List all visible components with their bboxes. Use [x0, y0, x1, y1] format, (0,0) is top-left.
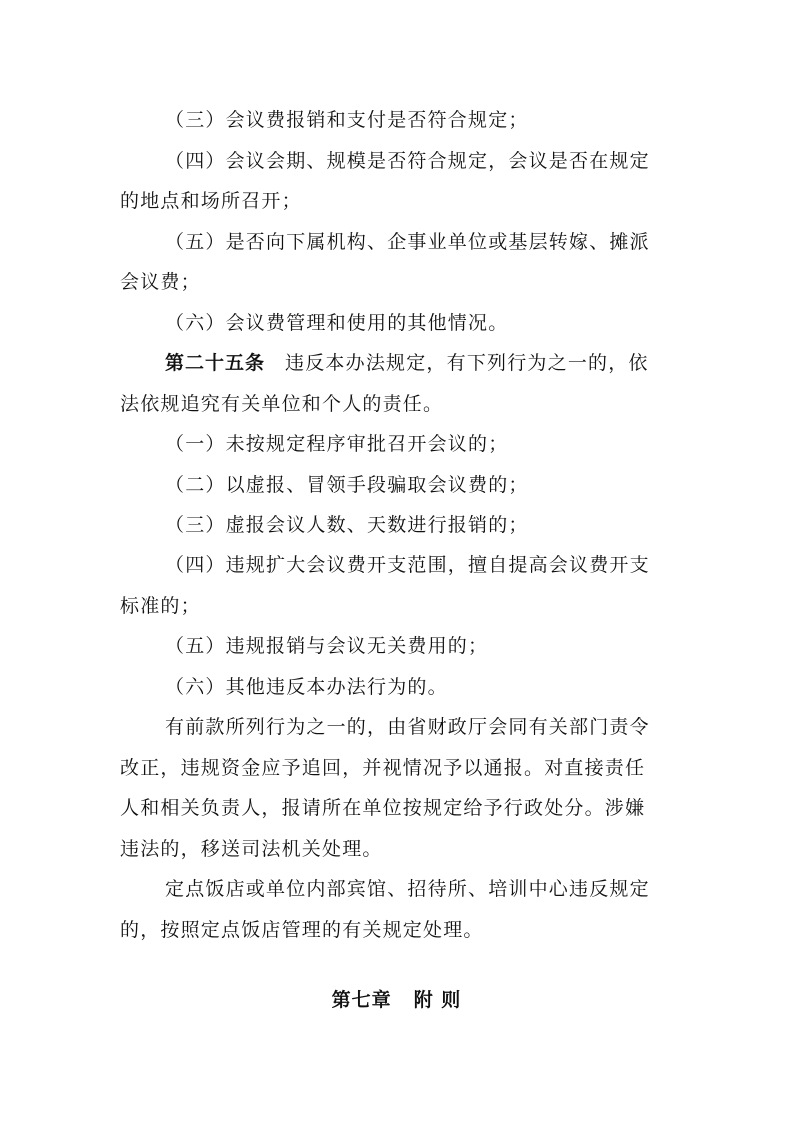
text-line: （三）虚报会议人数、天数进行报销的； — [165, 514, 529, 536]
article-25-first-line — [165, 350, 649, 376]
text-line: 定点饭店或单位内部宾馆、招待所、培训中心违反规定 — [165, 878, 650, 900]
chapter-title: 附 则 — [413, 989, 462, 1011]
text-line: 改正，违规资金应予追回，并视情况予以通报。对直接责任 — [120, 757, 646, 779]
text-line: 法依规追究有关单位和个人的责任。 — [120, 393, 444, 415]
text-line: 的，按照定点饭店管理的有关规定处理。 — [120, 919, 484, 941]
text-line: （四）会议会期、规模是否符合规定，会议是否在规定 — [165, 150, 650, 172]
text-line: （三）会议费报销和支付是否符合规定； — [165, 109, 529, 131]
text-line: （六）会议费管理和使用的其他情况。 — [165, 312, 509, 334]
chapter-number: 第七章 — [331, 989, 392, 1011]
text-line: 有前款所列行为之一的，由省财政厅会同有关部门责令 — [165, 716, 650, 738]
text-line: （四）违规扩大会议费开支范围，擅自提高会议费开支 — [165, 554, 650, 576]
chapter-heading — [0, 987, 793, 1013]
text-line: 违法的，移送司法机关处理。 — [120, 838, 383, 860]
article-text: 违反本办法规定，有下列行为之一的，依 — [285, 352, 649, 374]
article-heading: 第二十五条 — [165, 352, 266, 374]
text-line: （六）其他违反本办法行为的。 — [165, 676, 448, 698]
text-line: （五）违规报销与会议无关费用的； — [165, 635, 489, 657]
text-line: 的地点和场所召开； — [120, 190, 302, 212]
text-line: （二）以虚报、冒领手段骗取会议费的； — [165, 474, 529, 496]
text-line: 标准的； — [120, 595, 201, 617]
text-line: （五）是否向下属机构、企事业单位或基层转嫁、摊派 — [165, 231, 650, 253]
text-line: 会议费； — [120, 271, 201, 293]
text-line: 人和相关负责人，报请所在单位按规定给予行政处分。涉嫌 — [120, 797, 646, 819]
text-line: （一）未按规定程序审批召开会议的； — [165, 433, 509, 455]
